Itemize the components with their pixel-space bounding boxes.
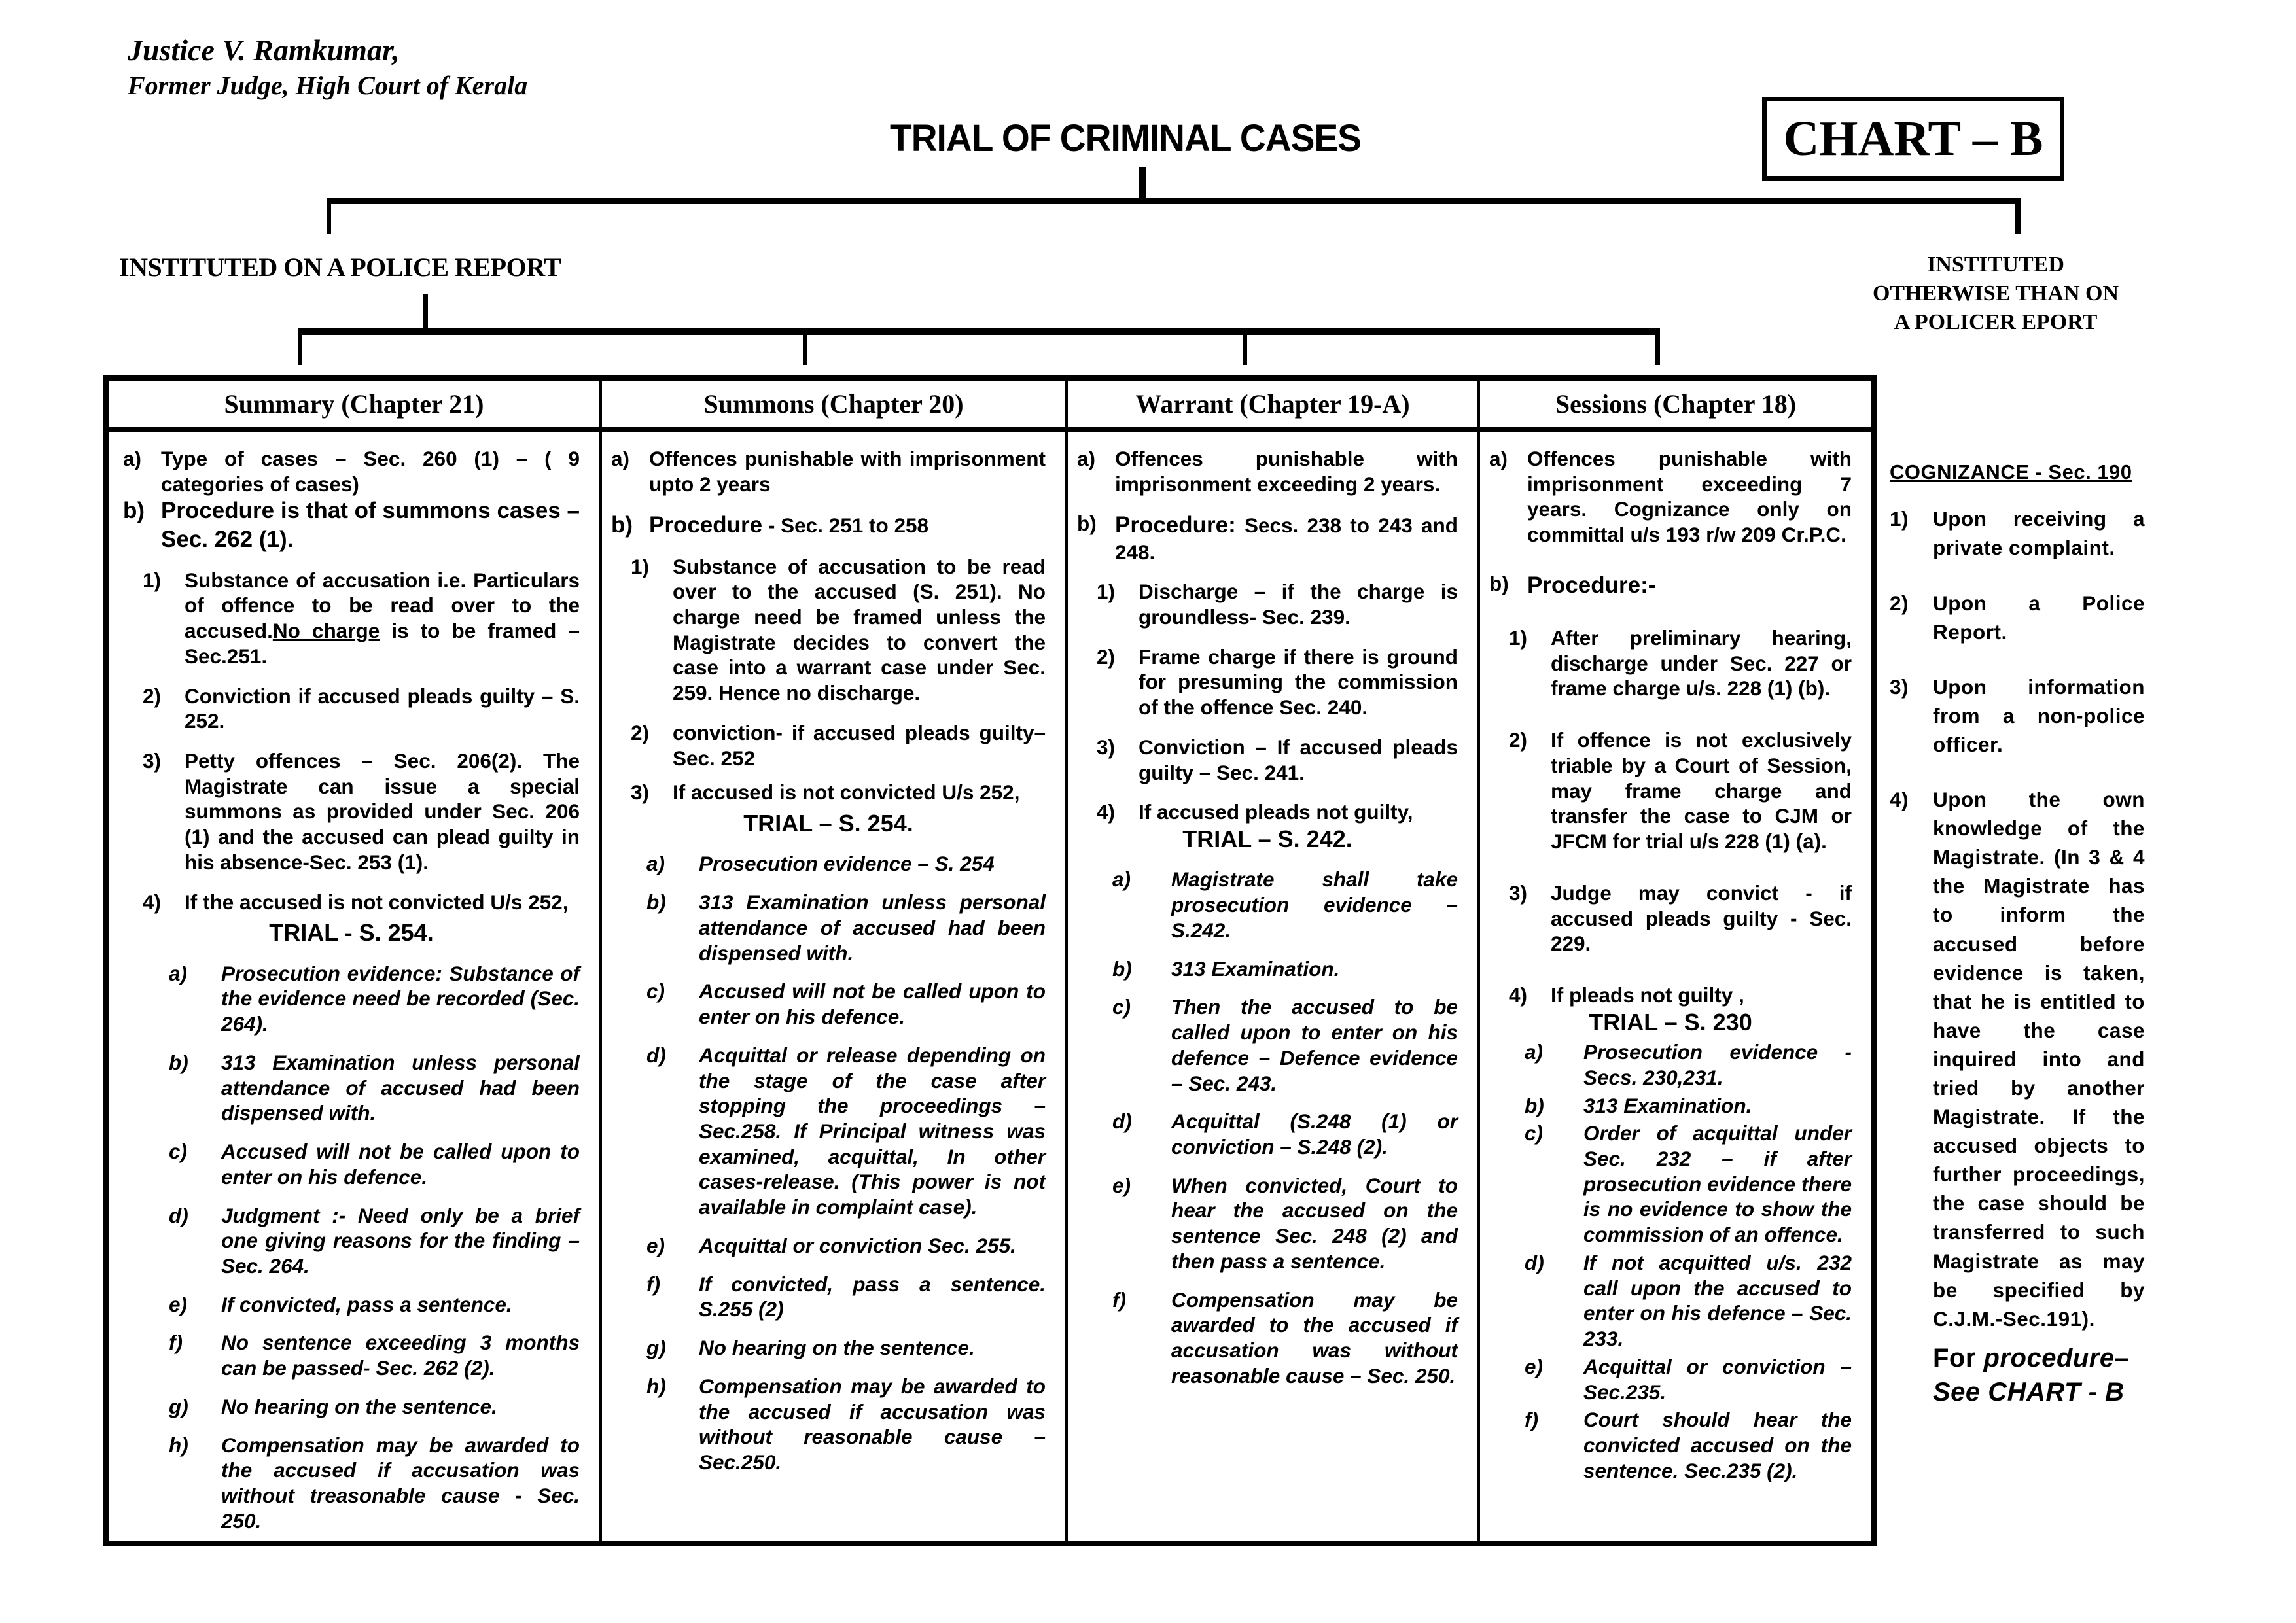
trial-types-table: [103, 375, 1877, 1546]
column-sessions: [1477, 381, 1871, 1541]
list-marker: e): [646, 1233, 665, 1257]
connector-right-drop: [2015, 198, 2021, 234]
list-item: [1890, 672, 2145, 759]
list-item: b) Procedure:-: [1489, 571, 1656, 598]
list-item: 1) Discharge – if the charge is groundless- Sec. 239.: [1097, 580, 1458, 629]
column-summary: [109, 381, 599, 1541]
column-header-summary: Summary (Chapter 21): [109, 381, 599, 432]
list-text: Acquittal or conviction Sec. 255.: [699, 1233, 1016, 1257]
list-text: Acquittal (S.248 (1) or conviction – S.248 (2).: [1171, 1109, 1458, 1159]
cognizance-heading: COGNIZANCE - Sec. 190: [1890, 461, 2132, 483]
connector-left-drop: [327, 198, 331, 234]
list-text: Order of acquittal under Sec. 232 – if after prosecution evidence there is no evidence to show the commission of an offence.: [1583, 1121, 1852, 1247]
list-marker: e): [1112, 1173, 1131, 1197]
column-summons: [599, 381, 1065, 1541]
list-text: Compensation may be awarded to the accused if accusation was without reasonable cause – Sec.250.: [699, 1374, 1046, 1475]
column-header-warrant: Warrant (Chapter 19-A): [1068, 381, 1477, 432]
chart-tag-box: CHART – B: [1762, 97, 2064, 181]
list-text: Upon information from a non-police officer.: [1933, 674, 2145, 756]
list-item: [1489, 1093, 1852, 1119]
list-item: 1) Substance of accusation to be read over to the accused (S. 251). No charge need be framed unless the Magistrate decides to convert the case into a warrant case under Sec. 259. Hence no discharge.: [631, 554, 1046, 705]
chart-b-reference: See CHART - B: [1933, 1377, 2125, 1406]
list-item: 2) Frame charge if there is ground for presuming the commission of the offence Sec. 240.: [1097, 644, 1458, 720]
branch-otherwise-label: [1865, 251, 2127, 338]
list-item: [123, 1050, 580, 1126]
list-item: [123, 1292, 580, 1318]
procedure-reference-note: For procedure– See CHART - B: [1933, 1343, 2130, 1406]
list-text: If not acquitted u/s. 232 call upon the accused to enter on his defence – Sec. 233.: [1583, 1250, 1852, 1351]
list-item: [123, 1394, 580, 1420]
list-text: No sentence exceeding 3 months can be passed- Sec. 262 (2).: [221, 1331, 580, 1380]
list-item: [123, 1330, 580, 1380]
list-marker: d): [1112, 1109, 1132, 1134]
trial-list-summons: [611, 851, 1046, 1475]
connector-police-stem: [423, 294, 428, 331]
list-item: [1489, 1121, 1852, 1248]
list-text: If convicted, pass a sentence.: [221, 1292, 512, 1316]
connector-root-stem: [1139, 167, 1146, 199]
list-item: [611, 979, 1046, 1029]
list-item: [611, 1272, 1046, 1322]
column-header-summons: Summons (Chapter 20): [602, 381, 1065, 432]
list-marker: b): [1525, 1093, 1544, 1117]
list-item: [611, 1374, 1046, 1475]
list-marker: c): [1525, 1121, 1544, 1145]
list-text: Magistrate shall take prosecution evidence – S.242.: [1171, 867, 1458, 942]
list-item: [1077, 1109, 1458, 1159]
list-text: Acquittal or release depending on the stage of the case after stopping the proceedings – Sec.258. If Principal witness was examined, acquittal, In other cases-release. (This power is not available in complaint case).: [699, 1043, 1046, 1219]
connector-warrant-drop: [1243, 328, 1247, 365]
list-text: Compensation may be awarded to the accused if accusation was without reasonable cause – Sec. 250.: [1171, 1287, 1458, 1387]
list-marker: c): [169, 1140, 188, 1164]
branch-otherwise-line-1: INSTITUTED: [1927, 253, 2064, 277]
list-item: [611, 890, 1046, 966]
list-item: b) Procedure: Secs. 238 to 243 and 248.: [1077, 512, 1458, 564]
list-item: [1489, 1407, 1852, 1483]
trial-list-summary: [123, 961, 580, 1534]
column-body-warrant: [1068, 432, 1477, 1389]
list-text: Prosecution evidence: Substance of the evidence need be recorded (Sec. 264).: [221, 961, 580, 1036]
list-text: Accused will not be called upon to enter on his defence.: [221, 1140, 580, 1189]
list-item: 3) If accused is not convicted U/s 252,: [631, 780, 1020, 805]
list-text: 313 Examination unless personal attendance of accused had been dispensed with.: [221, 1050, 580, 1125]
trial-heading: TRIAL - S. 254.: [269, 919, 434, 947]
list-text: If convicted, pass a sentence. S.255 (2): [699, 1272, 1046, 1321]
list-text: 313 Examination.: [1583, 1093, 1752, 1117]
list-item: 2) If offence is not exclusively triable by a Court of Session, may frame charge and transfer the case to CJM or JFCM for trial u/s 228 (1) (a).: [1509, 728, 1852, 854]
list-marker: h): [169, 1433, 188, 1457]
connector-summons-drop: [803, 328, 807, 365]
list-item: a) Offences punishable with imprisonment exceeding 7 years. Cognizance only on committal u/s 193 r/w 209 Cr.P.C.: [1489, 447, 1852, 547]
list-text: Upon a Police Report.: [1933, 591, 2145, 644]
list-marker: c): [1112, 995, 1131, 1019]
author-name: Justice V. Ramkumar,: [128, 33, 400, 67]
connector-columns-bar: [298, 328, 1659, 335]
list-item: [611, 1335, 1046, 1361]
list-text: Compensation may be awarded to the accused if accusation was without treasonable cause - Sec. 250.: [221, 1433, 580, 1533]
list-item: 1) After preliminary hearing, discharge under Sec. 227 or frame charge u/s. 228 (1) (b).: [1509, 625, 1852, 701]
list-marker: a): [1112, 867, 1131, 892]
list-item: 4) If accused pleads not guilty,: [1097, 800, 1413, 824]
list-marker: f): [169, 1331, 183, 1355]
list-marker: a): [646, 852, 665, 876]
list-item: [1489, 1250, 1852, 1352]
list-item: [1077, 1287, 1458, 1389]
list-item: 2) conviction- if accused pleads guilty– Sec. 252: [631, 720, 1046, 770]
trial-heading: TRIAL – S. 254.: [743, 810, 913, 837]
list-item: [1077, 1173, 1458, 1274]
list-item: [1890, 785, 2145, 1333]
list-marker: d): [169, 1203, 188, 1227]
list-marker: b): [169, 1050, 188, 1074]
list-item: 4) If the accused is not convicted U/s 252,: [143, 890, 569, 914]
connector-summary-drop: [298, 328, 302, 365]
author-block: [128, 31, 527, 102]
list-item: [1489, 1039, 1852, 1090]
column-body-sessions: [1480, 432, 1871, 1484]
list-marker: d): [646, 1043, 666, 1067]
list-marker: h): [646, 1374, 666, 1398]
list-text: Prosecution evidence – S. 254: [699, 852, 995, 876]
trial-heading: TRIAL – S. 242.: [1182, 826, 1352, 853]
list-text: Judgment :- Need only be a brief one giving reasons for the finding – Sec. 264.: [221, 1203, 580, 1278]
list-item: b) Procedure is that of summons cases –Sec. 262 (1).: [123, 498, 580, 552]
list-item: [611, 851, 1046, 877]
author-role: Former Judge, High Court of Kerala: [128, 70, 528, 100]
list-item: [611, 1233, 1046, 1259]
list-text: Acquittal or conviction – Sec.235.: [1583, 1354, 1852, 1404]
list-item: 4) If pleads not guilty ,: [1509, 983, 1744, 1007]
list-item: 2) Conviction if accused pleads guilty – S. 252.: [143, 684, 580, 733]
list-marker: c): [646, 979, 665, 1003]
list-marker: d): [1525, 1250, 1544, 1274]
list-marker: a): [169, 961, 188, 985]
list-marker: 4): [1890, 788, 1909, 812]
column-warrant: [1065, 381, 1477, 1541]
list-text: Prosecution evidence - Secs. 230,231.: [1583, 1040, 1852, 1089]
branch-otherwise-line-3: A POLICER EPORT: [1894, 310, 2098, 335]
list-marker: 3): [1890, 674, 1909, 699]
list-marker: b): [646, 890, 666, 915]
branch-police-report-label: INSTITUTED ON A POLICE REPORT: [119, 253, 561, 282]
list-item: [1890, 504, 2145, 562]
list-marker: 2): [1890, 591, 1909, 615]
connector-sessions-drop: [1655, 328, 1660, 365]
list-item: [123, 1139, 580, 1189]
list-marker: g): [646, 1336, 666, 1360]
list-item: a) Offences punishable with imprisonment upto 2 years: [611, 447, 1046, 496]
list-text: Accused will not be called upon to enter on his defence.: [699, 979, 1046, 1029]
list-item: 3) Conviction – If accused pleads guilty – Sec. 241.: [1097, 735, 1458, 784]
list-item: 3) Petty offences – Sec. 206(2). The Magistrate can issue a special summons as provided under Sec. 206 (1) and the accused can plead guilty in his absence-Sec. 253 (1).: [143, 748, 580, 874]
list-text: Upon the own knowledge of the Magistrate. (In 3 & 4 the Magistrate has to inform the accused before evidence is taken, that he is entitled to have the case inquired into and tried by another Magistrate. If the accused objects to further proceedings, the case should be transferred to such Magistrate as may be specified by C.J.M.-Sec.191).: [1933, 788, 2145, 1331]
trial-heading: TRIAL – S. 230: [1589, 1008, 1752, 1036]
list-marker: 1): [1890, 507, 1909, 531]
list-item: [123, 1433, 580, 1534]
list-text: Court should hear the convicted accused on the sentence. Sec.235 (2).: [1583, 1408, 1852, 1482]
trial-list-warrant: [1077, 867, 1458, 1388]
column-body-summary: [109, 432, 599, 1534]
list-item: b) Procedure - Sec. 251 to 258: [611, 512, 929, 538]
list-text: No hearing on the sentence.: [221, 1394, 497, 1418]
list-item: a) Offences punishable with imprisonment exceeding 2 years.: [1077, 447, 1458, 496]
list-marker: g): [169, 1394, 188, 1418]
cognizance-list: [1890, 504, 2145, 1333]
list-item: [1077, 994, 1458, 1096]
list-marker: f): [1525, 1408, 1538, 1432]
list-text: 313 Examination unless personal attendance of accused had been dispensed with.: [699, 890, 1046, 965]
list-marker: a): [1525, 1040, 1544, 1064]
list-marker: b): [1112, 956, 1132, 981]
column-body-summons: [602, 432, 1065, 1475]
page-title: TRIAL OF CRIMINAL CASES: [890, 117, 1361, 160]
list-text: When convicted, Court to hear the accused on the sentence Sec. 248 (2) and then pass a sentence.: [1171, 1173, 1458, 1273]
list-marker: f): [646, 1272, 660, 1296]
list-text: No hearing on the sentence.: [699, 1336, 975, 1360]
list-item: [1890, 589, 2145, 646]
list-item: [1077, 867, 1458, 943]
cognizance-panel: [1890, 458, 2145, 1409]
branch-otherwise-line-2: OTHERWISE THAN ON: [1872, 281, 2119, 306]
list-text: Then the accused to be called upon to enter on his defence – Defence evidence – Sec. 243.: [1171, 995, 1458, 1095]
list-item: [1077, 956, 1458, 982]
list-text: Upon receiving a private complaint.: [1933, 507, 2145, 560]
list-item: a) Type of cases – Sec. 260 (1) – ( 9 categories of cases): [123, 447, 580, 496]
list-text: 313 Examination.: [1171, 956, 1340, 981]
trial-list-sessions: [1489, 1039, 1852, 1483]
column-header-sessions: Sessions (Chapter 18): [1480, 381, 1871, 432]
list-item: [123, 961, 580, 1037]
list-item: 3) Judge may convict - if accused pleads guilty - Sec. 229.: [1509, 881, 1852, 956]
list-marker: e): [169, 1292, 188, 1316]
list-marker: f): [1112, 1287, 1126, 1312]
list-item: 1) Substance of accusation i.e. Particulars of offence to be read over to the accused.No charge is to be framed – Sec.251.: [143, 568, 580, 668]
list-item: [611, 1043, 1046, 1220]
connector-top-bar: [327, 198, 2021, 204]
list-item: [123, 1203, 580, 1279]
list-marker: e): [1525, 1354, 1544, 1378]
list-item: [1489, 1354, 1852, 1405]
